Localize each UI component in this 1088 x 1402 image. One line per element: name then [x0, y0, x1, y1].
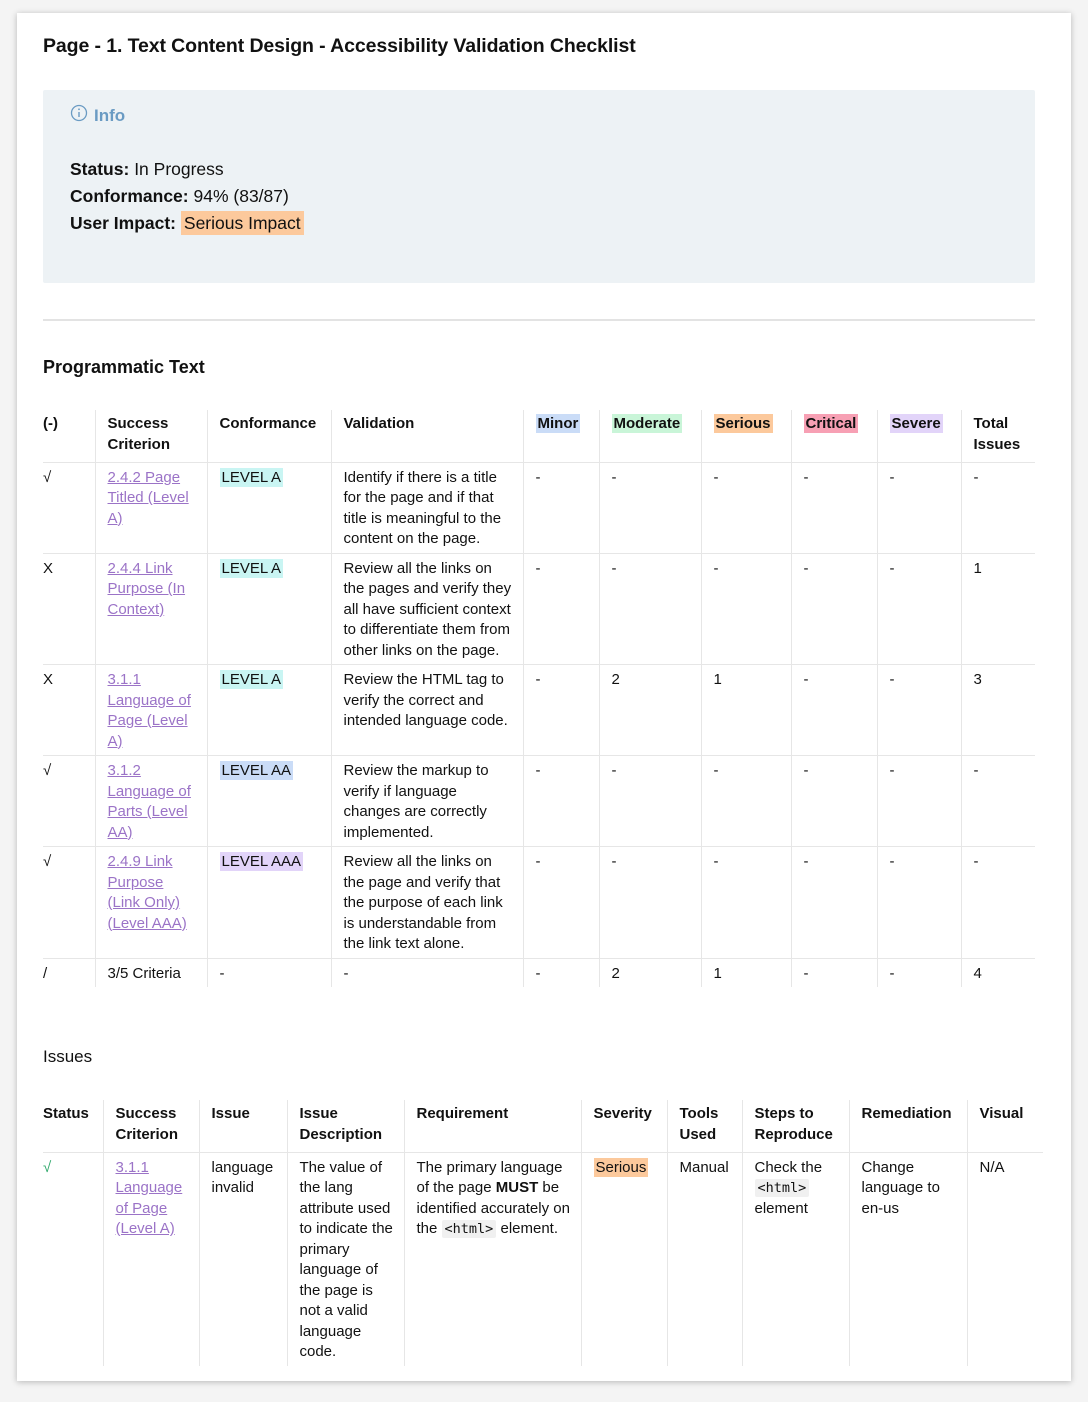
- header-conformance: Conformance: [207, 410, 331, 462]
- criterion-cell: [95, 665, 207, 756]
- issue-criterion-cell: [103, 1152, 199, 1366]
- serious-tag: Serious: [715, 415, 771, 432]
- criterion-cell: [95, 756, 207, 847]
- level-badge: LEVEL A: [221, 671, 281, 688]
- row-mark: √: [43, 462, 95, 553]
- issue-name: language invalid: [199, 1152, 287, 1366]
- issue-remediation: Change language to en-us: [849, 1152, 967, 1366]
- criterion-cell: [95, 553, 207, 665]
- requirement-text: the: [416, 1220, 438, 1237]
- severe-cell: -: [877, 665, 961, 756]
- severe-cell: -: [877, 847, 961, 959]
- summary-criteria: 3/5 Criteria: [95, 958, 207, 987]
- conformance-line: [70, 186, 289, 207]
- header-issue: Issue: [199, 1100, 287, 1152]
- conformance-cell: [207, 665, 331, 756]
- severe-cell: -: [877, 756, 961, 847]
- criterion-link[interactable]: 3.1.2 Language of Parts (Level AA): [107, 762, 191, 841]
- steps-text: element: [754, 1199, 808, 1217]
- summary-serious: 1: [701, 958, 791, 987]
- page-title: Page - 1. Text Content Design - Accessibility Validation Checklist: [43, 35, 636, 57]
- issue-requirement: [404, 1152, 581, 1366]
- header-criterion: Success Criterion: [103, 1100, 199, 1152]
- conformance-value: 94% (83/87): [193, 186, 289, 206]
- summary-severe: -: [877, 958, 961, 987]
- minor-cell: -: [523, 462, 599, 553]
- level-badge: LEVEL AA: [221, 762, 291, 779]
- issue-criterion-link[interactable]: 3.1.1 Language of Page (Level A): [115, 1158, 183, 1237]
- validation-cell: Review all the links on the page and verify that the purpose of each link is understandable from the link text alone.: [331, 847, 523, 959]
- conformance-cell: [207, 553, 331, 665]
- criterion-cell: [95, 847, 207, 959]
- section-divider: [43, 319, 1035, 321]
- serious-cell: -: [701, 756, 791, 847]
- critical-cell: -: [791, 756, 877, 847]
- severe-tag: Severe: [891, 415, 941, 432]
- info-panel: [43, 90, 1035, 283]
- header-description: Issue Description: [287, 1100, 404, 1152]
- issues-title: Issues: [43, 1047, 93, 1066]
- critical-tag: Critical: [805, 415, 857, 432]
- minor-cell: -: [523, 756, 599, 847]
- serious-cell: -: [701, 847, 791, 959]
- row-mark: X: [43, 665, 95, 756]
- table-row: [43, 1152, 1043, 1366]
- document-page: [17, 13, 1071, 1381]
- requirement-keyword: MUST: [495, 1179, 539, 1196]
- issues-header-row: [43, 1100, 1043, 1152]
- info-heading-text: Info: [94, 105, 126, 125]
- serious-cell: -: [701, 553, 791, 665]
- severe-cell: -: [877, 462, 961, 553]
- issue-severity-cell: [581, 1152, 667, 1366]
- total-cell: -: [961, 847, 1035, 959]
- header-severe: [877, 410, 961, 462]
- validation-cell: Identify if there is a title for the page and if that title is meaningful to the content on the page.: [331, 462, 523, 553]
- moderate-cell: -: [599, 756, 701, 847]
- moderate-cell: -: [599, 553, 701, 665]
- impact-label: User Impact:: [70, 213, 177, 233]
- critical-cell: -: [791, 847, 877, 959]
- criterion-link[interactable]: 3.1.1 Language of Page (Level A): [107, 671, 191, 750]
- table-row: [43, 553, 1035, 665]
- header-criterion: Success Criterion: [95, 410, 207, 462]
- header-minor: [523, 410, 599, 462]
- validation-cell: Review the HTML tag to verify the correct and intended language code.: [331, 665, 523, 756]
- requirement-text: The primary language of the page: [416, 1158, 563, 1196]
- issue-description: The value of the lang attribute used to indicate the primary language of the page is not a valid language code.: [287, 1152, 404, 1366]
- summary-level: -: [207, 958, 331, 987]
- header-moderate: [599, 410, 701, 462]
- moderate-tag: Moderate: [613, 415, 681, 432]
- minor-cell: -: [523, 847, 599, 959]
- summary-minor: -: [523, 958, 599, 987]
- header-total: Total Issues: [961, 410, 1035, 462]
- validation-cell: Review all the links on the pages and verify they all have sufficient context to differentiate them from other links on the page.: [331, 553, 523, 665]
- row-mark: √: [43, 847, 95, 959]
- issues-table: [43, 1100, 1043, 1366]
- critical-cell: -: [791, 462, 877, 553]
- total-cell: -: [961, 756, 1035, 847]
- level-badge: LEVEL A: [221, 468, 281, 486]
- critical-cell: -: [791, 665, 877, 756]
- serious-cell: -: [701, 462, 791, 553]
- critical-cell: -: [791, 553, 877, 665]
- criterion-cell: [95, 462, 207, 553]
- header-requirement: Requirement: [404, 1100, 581, 1152]
- conformance-cell: [207, 847, 331, 959]
- criterion-link[interactable]: 2.4.9 Link Purpose (Link Only) (Level AAA): [107, 853, 187, 932]
- header-mark: (-): [43, 410, 95, 462]
- header-tools: Tools Used: [667, 1100, 742, 1152]
- row-mark: √: [43, 756, 95, 847]
- header-status: Status: [43, 1100, 103, 1152]
- moderate-cell: -: [599, 847, 701, 959]
- conformance-cell: [207, 756, 331, 847]
- requirement-text: be identified accurately on: [416, 1179, 570, 1217]
- summary-total: 4: [961, 958, 1035, 987]
- serious-cell: 1: [701, 665, 791, 756]
- status-value: In Progress: [134, 159, 224, 179]
- header-steps: Steps to Reproduce: [742, 1100, 849, 1152]
- total-cell: 1: [961, 553, 1035, 665]
- header-critical: [791, 410, 877, 462]
- level-badge: LEVEL A: [221, 559, 281, 577]
- steps-code: <html>: [755, 1179, 810, 1197]
- info-heading: [70, 104, 125, 127]
- summary-critical: -: [791, 958, 877, 987]
- conformance-label: Conformance:: [70, 186, 189, 206]
- summary-validation: -: [331, 958, 523, 987]
- minor-tag: Minor: [537, 415, 579, 432]
- criterion-link[interactable]: 2.4.2 Page Titled (Level A): [107, 468, 189, 527]
- moderate-cell: -: [599, 462, 701, 553]
- summary-row: [43, 958, 1035, 987]
- issue-visual: N/A: [967, 1152, 1043, 1366]
- criteria-header-row: [43, 410, 1035, 462]
- criterion-link[interactable]: 2.4.4 Link Purpose (In Context): [107, 559, 186, 618]
- header-visual: Visual: [967, 1100, 1043, 1152]
- section-title: Programmatic Text: [43, 357, 205, 377]
- severity-badge: Serious: [595, 1158, 647, 1176]
- requirement-text: element.: [500, 1220, 559, 1237]
- criteria-table: [43, 410, 1035, 987]
- moderate-cell: 2: [599, 665, 701, 756]
- issue-steps: [742, 1152, 849, 1366]
- table-row: [43, 462, 1035, 553]
- requirement-code: <html>: [442, 1220, 497, 1238]
- issue-status: √: [43, 1158, 52, 1176]
- table-row: [43, 847, 1035, 959]
- minor-cell: -: [523, 665, 599, 756]
- header-remediation: Remediation: [849, 1100, 967, 1152]
- impact-badge: Serious Impact: [181, 211, 304, 235]
- table-row: [43, 665, 1035, 756]
- status-label: Status:: [70, 159, 130, 179]
- summary-moderate: 2: [599, 958, 701, 987]
- severe-cell: -: [877, 553, 961, 665]
- header-validation: Validation: [331, 410, 523, 462]
- total-cell: 3: [961, 665, 1035, 756]
- summary-mark: /: [43, 964, 48, 982]
- level-badge: LEVEL AAA: [221, 853, 301, 870]
- header-severity: Severity: [581, 1100, 667, 1152]
- impact-line: [70, 213, 304, 234]
- status-line: [70, 159, 224, 180]
- info-icon: [70, 104, 88, 127]
- conformance-cell: [207, 462, 331, 553]
- validation-cell: Review the markup to verify if language changes are correctly implemented.: [331, 756, 523, 847]
- table-row: [43, 756, 1035, 847]
- total-cell: -: [961, 462, 1035, 553]
- issue-tools: Manual: [667, 1152, 742, 1366]
- header-serious: [701, 410, 791, 462]
- minor-cell: -: [523, 553, 599, 665]
- steps-text: Check the: [754, 1158, 823, 1176]
- row-mark: X: [43, 553, 95, 665]
